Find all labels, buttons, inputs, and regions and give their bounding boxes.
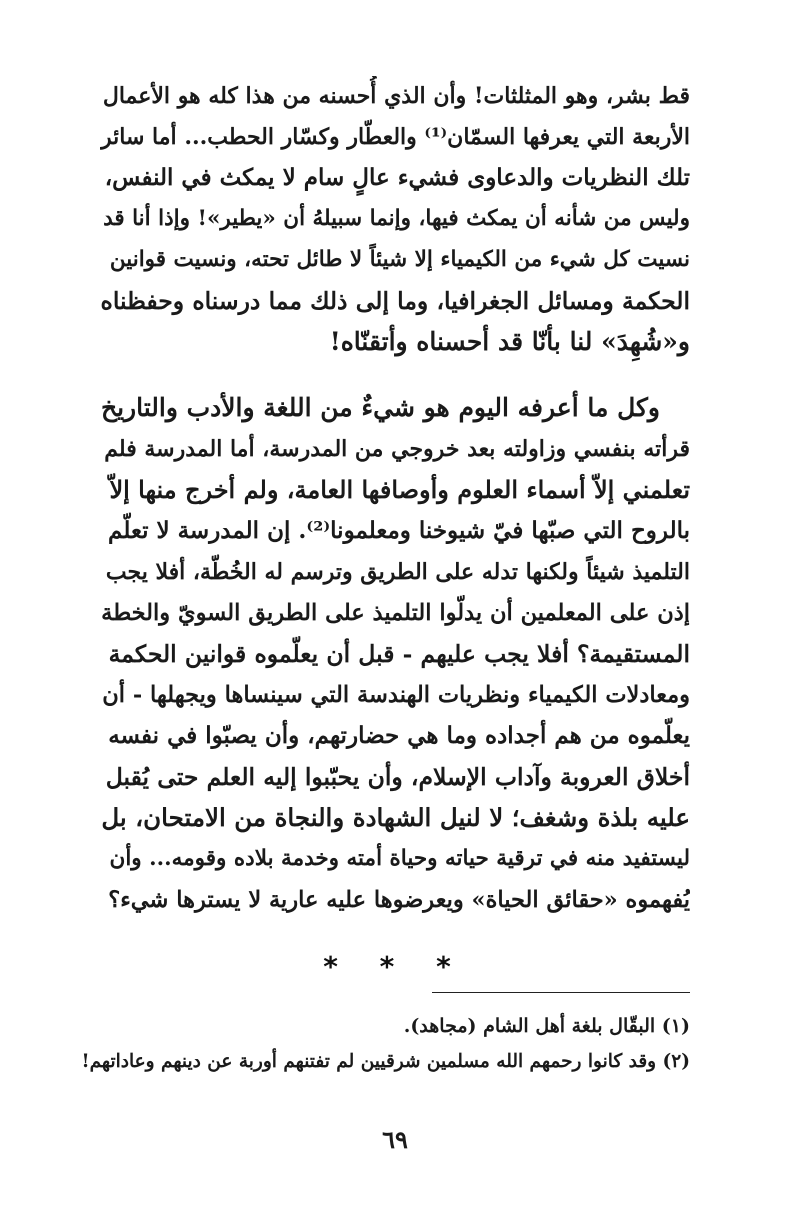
paragraph-2-line: عليه بلذة وشغف؛ لا لنيل الشهادة والنجاة من الامتحان، بل — [101, 803, 690, 832]
paragraph-2-line: أخلاق العروبة وآداب الإسلام، وأن يحبّبوا إليه العلم حتى يُقبل — [105, 763, 690, 791]
paragraph-1-line: وليس من شأنه أن يمكث فيها، وإنما سبيلهُ أن «يطير»! وإذا أنا قد — [103, 206, 690, 231]
paragraph-2-line: بالروح التي صبّها فيّ شيوخنا ومعلمونا⁽²⁾. إن المدرسة لا تعلّم — [108, 517, 690, 544]
footnote-1: (١) البقّال بلغة أهل الشام (مجاهد). — [403, 1015, 690, 1037]
paragraph-2-line: التلميذ شيئاً ولكنها تدله على الطريق وترسم له الخُطّة، أفلا يجب — [105, 559, 690, 585]
footnote-2: (٢) وقد كانوا رحمهم الله مسلمين شرقيين لم تفتنهم أوربة عن دينهم وعاداتهم! — [81, 1051, 690, 1072]
paragraph-2-line: وكل ما أعرفه اليوم هو شيءٌ من اللغة والأدب والتاريخ — [100, 393, 660, 422]
paragraph-2-line: إذن على المعلمين أن يدلّوا التلميذ على الطريق السويّ والخطة — [101, 600, 690, 626]
paragraph-2-line: ليستفيد منه في ترقية حياته وحياة أمته وخدمة بلاده وقومه... وأن — [109, 846, 690, 871]
paragraph-2-line: يعلّموه من هم أجداده وما هي حضارتهم، وأن يصبّوا في نفسه — [108, 722, 690, 749]
paragraph-1-line: و«شُهِدَ» لنا بأنّا قد أحسناه وأتقنّاه! — [329, 327, 690, 356]
section-separator: * * * — [323, 950, 467, 983]
paragraph-1-line: الأربعة التي يعرفها السمّان⁽¹⁾ والعطّار وكسّار الحطب... أما سائر — [101, 124, 690, 150]
paragraph-2-line: ومعادلات الكيمياء ونظريات الهندسة التي سينساها ويجهلها - أن — [102, 682, 690, 708]
paragraph-2-line: قرأته بنفسي وزاولته بعد خروجي من المدرسة، أما المدرسة فلم — [104, 436, 690, 462]
paragraph-1-line: قط بشر، وهو المثلثات! وأن الذي أُحسنه من هذا كله هو الأعمال — [102, 83, 690, 109]
paragraph-1 — [100, 76, 690, 366]
paragraph-1-line: نسيت كل شيء من الكيمياء إلا شيئاً لا طائل تحته، ونسيت قوانين — [109, 247, 690, 272]
paragraph-2-line: تعلمني إلاّ أسماء العلوم وأوصافها العامة، ولم أخرج منها إلاّ — [109, 475, 690, 504]
footnotes — [80, 1008, 690, 1080]
paragraph-2-line: يُفهموه «حقائق الحياة» ويعرضوها عليه عارية لا يسترها شيء؟ — [108, 887, 690, 913]
page-number: ٦٩ — [382, 1125, 408, 1154]
paragraph-1-line: الحكمة ومسائل الجغرافيا، وما إلى ذلك مما درسناه وحفظناه — [100, 287, 690, 315]
footnote-divider — [432, 992, 690, 993]
paragraph-1-line: تلك النظريات والدعاوى فشيء عالٍ سام لا يمكث في النفس، — [104, 164, 690, 191]
paragraph-2 — [100, 388, 690, 948]
paragraph-2-line: المستقيمة؟ أفلا يجب عليهم - قبل أن يعلّموه قوانين الحكمة — [108, 640, 690, 668]
